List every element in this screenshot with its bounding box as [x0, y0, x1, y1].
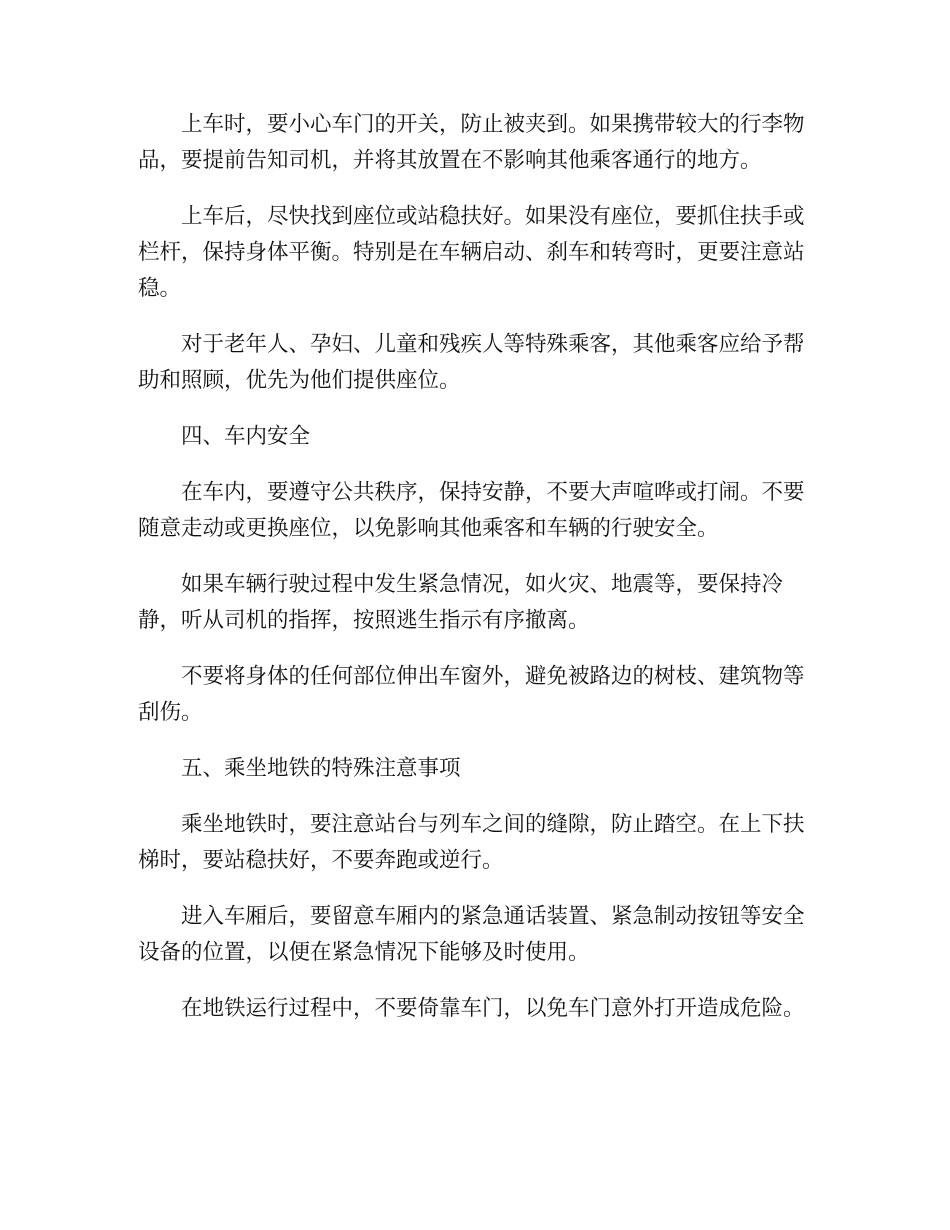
paragraph-special-passengers: 对于老年人、孕妇、儿童和残疾人等特殊乘客，其他乘客应给予帮助和照顾，优先为他们提供座位。	[138, 332, 805, 393]
paragraph-platform-gap: 乘坐地铁时，要注意站台与列车之间的缝隙，防止踏空。在上下扶梯时，要站稳扶好，不要奔跑或逆行。	[138, 812, 805, 873]
paragraph-window-safety: 不要将身体的任何部位伸出车窗外，避免被路边的树枝、建筑物等刮伤。	[138, 664, 805, 725]
paragraph-doors-leaning: 在地铁运行过程中，不要倚靠车门，以免车门意外打开造成危险。	[181, 996, 805, 1021]
section-heading-subway: 五、乘坐地铁的特殊注意事项	[181, 756, 461, 781]
document-body	[138, 107, 814, 1047]
paragraph-boarding-doors: 上车时，要小心车门的开关，防止被夹到。如果携带较大的行李物品，要提前告知司机，并将其放置在不影响其他乘客通行的地方。	[138, 112, 805, 173]
paragraph-emergency-devices: 进入车厢后，要留意车厢内的紧急通话装置、紧急制动按钮等安全设备的位置，以便在紧急情况下能够及时使用。	[138, 904, 805, 965]
paragraph-emergency: 如果车辆行驶过程中发生紧急情况，如火灾、地震等，要保持冷静，听从司机的指挥，按照逃生指示有序撤离。	[138, 572, 784, 633]
section-heading-in-vehicle-safety: 四、车内安全	[181, 424, 311, 449]
paragraph-after-boarding: 上车后，尽快找到座位或站稳扶好。如果没有座位，要抓住扶手或栏杆，保持身体平衡。特别是在车辆启动、刹车和转弯时，更要注意站稳。	[138, 204, 805, 301]
paragraph-public-order: 在车内，要遵守公共秩序，保持安静，不要大声喧哗或打闹。不要随意走动或更换座位，以免影响其他乘客和车辆的行驶安全。	[138, 480, 805, 541]
